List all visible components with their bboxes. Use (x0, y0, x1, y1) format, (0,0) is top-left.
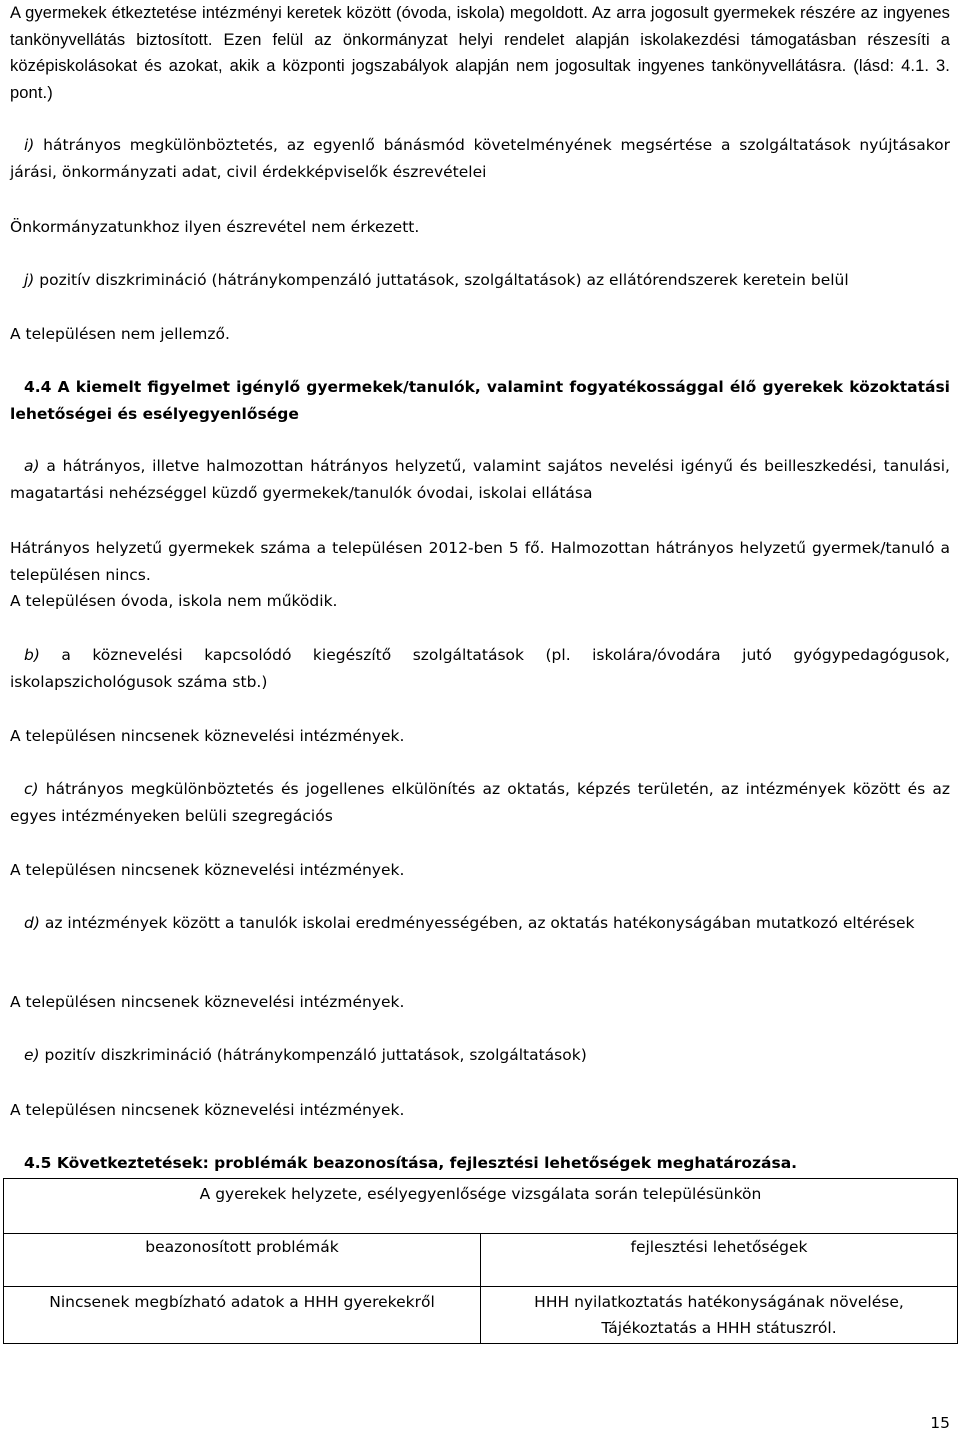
item-e-letter: e) (24, 1046, 40, 1064)
page-number: 15 (930, 1414, 950, 1432)
item-b-text: a köznevelési kapcsolódó kiegészítő szolgáltatások (pl. iskolára/óvodára jutó gyógypedagógusok, iskolapszichológusok száma stb.) (10, 646, 950, 691)
item-j-text: pozitív diszkrimináció (hátránykompenzáló juttatások, szolgáltatások) az ellátórendszerek keretein belül (39, 271, 849, 289)
item-j-answer: A településen nem jellemző. (10, 325, 230, 343)
item-c-text: hátrányos megkülönböztetés és jogellenes elkülönítés az oktatás, képzés területén, az intézmények között és az egyes intézményeken belüli szegregációs (10, 780, 950, 825)
table-cell-option-line-1: HHH nyilatkoztatás hatékonyságának növelése, (534, 1293, 904, 1311)
section-4-4-heading: 4.4 A kiemelt figyelmet igénylő gyermekek/tanulók, valamint fogyatékossággal élő gyerekek közoktatási lehetőségei és esélyegyenlősége (10, 378, 950, 423)
item-e-title (10, 1042, 950, 1069)
section-4-5-heading: 4.5 Következtetések: problémák beazonosítása, fejlesztési lehetőségek meghatározása. (24, 1154, 798, 1172)
item-e-text: pozitív diszkrimináció (hátránykompenzáló juttatások, szolgáltatások) (44, 1046, 587, 1064)
conclusions-table (3, 1178, 958, 1344)
item-a-answer-2: A településen óvoda, iskola nem működik. (10, 592, 338, 610)
item-d-letter: d) (24, 914, 40, 932)
item-i-answer: Önkormányzatunkhoz ilyen észrevétel nem érkezett. (10, 218, 420, 236)
item-a-text: a hátrányos, illetve halmozottan hátrányos helyzetű, valamint sajátos nevelési igényű és beilleszkedési, tanulási, magatartási nehézséggel küzdő gyermekek/tanulók óvodai, iskolai ellátása (10, 457, 950, 502)
item-b-letter: b) (24, 646, 40, 664)
item-d-title (10, 910, 950, 937)
table-header-row (4, 1234, 958, 1287)
item-e-answer: A településen nincsenek köznevelési intézmények. (10, 1101, 405, 1119)
item-d-text: az intézmények között a tanulók iskolai eredményességében, az oktatás hatékonyságában mutatkozó eltérések (44, 914, 915, 932)
table-title: A gyerekek helyzete, esélyegyenlősége vizsgálata során településünkön (4, 1179, 958, 1234)
item-a-answer-1: Hátrányos helyzetű gyermekek száma a településen 2012-ben 5 fő. Halmozottan hátrányos helyzetű gyermek/tanuló a településen nincs. (10, 539, 950, 584)
table-header-problems: beazonosított problémák (4, 1234, 481, 1287)
intro-paragraph: A gyermekek étkeztetése intézményi keretek között (óvoda, iskola) megoldott. Az arra jogosult gyermekek részére az ingyenes tankönyvellátás biztosított. Ezen felül az önkormányzat helyi rendelet alapján iskolakezdési támogatásban részesíti a középiskolásokat és azokat, akik a központi jogszabályok alapján nem jogosultak ingyenes tankönyvellátásra. (lásd: 4.1. 3. pont.) (10, 4, 950, 102)
item-i-text: hátrányos megkülönböztetés, az egyenlő bánásmód követelményének megsértése a szolgáltatások nyújtásakor járási, önkormányzati adat, civil érdekképviselők észrevételei (10, 136, 950, 181)
item-b-title (10, 642, 950, 695)
table-cell-option (481, 1287, 958, 1344)
item-d-answer: A településen nincsenek köznevelési intézmények. (10, 993, 405, 1011)
item-c-title (10, 776, 950, 829)
table-header-options: fejlesztési lehetőségek (481, 1234, 958, 1287)
table-cell-problem: Nincsenek megbízható adatok a HHH gyerekekről (4, 1287, 481, 1344)
item-j-letter: j) (24, 271, 35, 289)
table-row (4, 1287, 958, 1344)
table-cell-option-line-2: Tájékoztatás a HHH státuszról. (601, 1319, 837, 1337)
item-b-answer: A településen nincsenek köznevelési intézmények. (10, 727, 405, 745)
item-c-letter: c) (24, 780, 39, 798)
item-j-title (10, 267, 950, 294)
item-a-letter: a) (24, 457, 40, 475)
table-title-row (4, 1179, 958, 1234)
item-a-title (10, 453, 950, 506)
item-c-answer: A településen nincsenek köznevelési intézmények. (10, 861, 405, 879)
item-i-letter: i) (24, 136, 35, 154)
item-i-title (10, 132, 950, 185)
